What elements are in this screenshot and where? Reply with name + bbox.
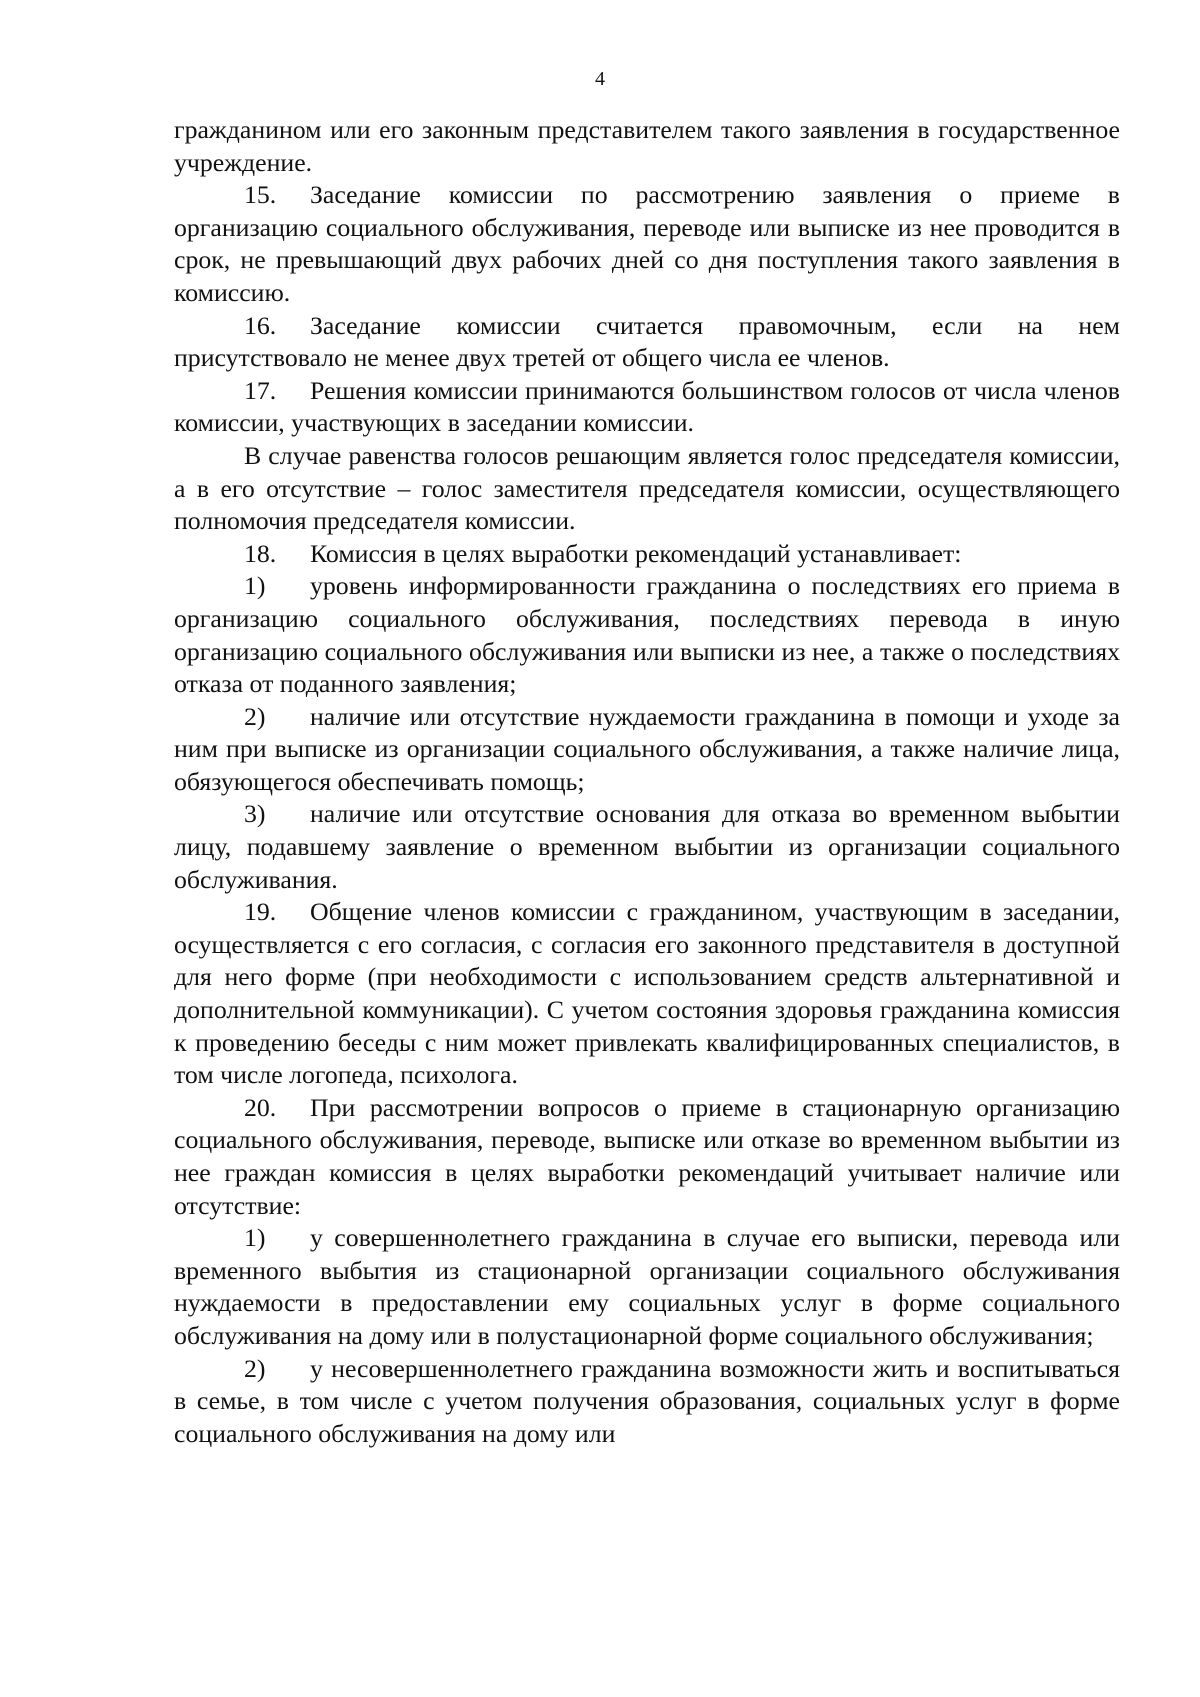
list-item-18-2: [174, 701, 1120, 799]
paragraph-text: При рассмотрении вопросов о приеме в стационарную организацию социального обслуживания, переводе, выписке или отказе во временном выбытии из нее граждан комиссия в целях выработки рекомендаций учитывает наличие или отсутствие:: [174, 1092, 1120, 1220]
list-item-20-2: [174, 1353, 1120, 1451]
paragraph-number: 15.: [244, 180, 277, 210]
paragraph-number: 16.: [244, 310, 277, 340]
paragraph-number: 19.: [244, 897, 277, 927]
paragraph-text: гражданином или его законным представителем такого заявления в государственное учреждение.: [174, 115, 1120, 177]
paragraph-19: [174, 896, 1120, 1092]
list-item-number: 3): [244, 799, 266, 829]
page-number: 4: [595, 68, 605, 90]
paragraph-15: [174, 179, 1120, 309]
paragraph-18: [174, 538, 1120, 571]
paragraph: [174, 440, 1120, 538]
paragraph-text: Решения комиссии принимаются большинством голосов от числа членов комиссии, участвующих в заседании комиссии.: [174, 375, 1120, 438]
paragraph-text: Заседание комиссии считается правомочным, если на нем присутствовало не менее двух третей от общего числа ее членов.: [174, 310, 1120, 373]
list-item-number: 1): [244, 1223, 266, 1253]
list-item-text: уровень информированности гражданина о последствиях его приема в организацию социального обслуживания, последствиях перевода в иную организацию социального обслуживания или выписки из нее, а также о последствиях отказа от поданного заявления;: [174, 571, 1120, 699]
paragraph-text: Общение членов комиссии с гражданином, участвующим в заседании, осуществляется с его согласия, с согласия его законного представителя в доступной для него форме (при необходимости с использованием средств альтернативной и дополнительной коммуникации). С учетом состояния здоровья гражданина комиссия к проведению беседы с ним может привлекать квалифицированных специалистов, в том числе логопеда, психолога.: [174, 897, 1120, 1090]
document-body: [174, 114, 1120, 1450]
paragraph-17: [174, 375, 1120, 440]
paragraph-text: Заседание комиссии по рассмотрению заявления о приеме в организацию социального обслуживания, переводе или выписке из нее проводится в срок, не превышающий двух рабочих дней со дня поступления такого заявления в комиссию.: [174, 180, 1120, 307]
list-item-number: 2): [244, 1353, 266, 1383]
list-item-text: у совершеннолетнего гражданина в случае его выписки, перевода или временного выбытия из стационарной организации социального обслуживания нуждаемости в предоставлении ему социальных услуг в форме социального обслуживания на дому или в полустационарной форме социального обслуживания;: [174, 1223, 1120, 1350]
list-item-18-1: [174, 570, 1120, 700]
list-item-number: 2): [244, 701, 266, 731]
paragraph-number: 20.: [244, 1092, 277, 1122]
list-item-text: наличие или отсутствие нуждаемости гражданина в помощи и уходе за ним при выписке из организации социального обслуживания, а также наличие лица, обязующегося обеспечивать помощь;: [174, 701, 1120, 796]
list-item-text: у несовершеннолетнего гражданина возможности жить и воспитываться в семье, в том числе с учетом получения образования, социальных услуг в форме социального обслуживания на дому или: [174, 1353, 1120, 1448]
paragraph-text: Комиссия в целях выработки рекомендаций устанавливает:: [310, 538, 962, 568]
paragraph-text: В случае равенства голосов решающим является голос председателя комиссии, а в его отсутствие – голос заместителя председателя комиссии, осуществляющего полномочия председателя комиссии.: [174, 440, 1120, 536]
list-item-number: 1): [244, 571, 266, 601]
list-item-18-3: [174, 798, 1120, 896]
list-item-text: наличие или отсутствие основания для отказа во временном выбытии лицу, подавшему заявление о временном выбытии из организации социального обслуживания.: [174, 799, 1120, 894]
paragraph-20: [174, 1092, 1120, 1222]
paragraph: [174, 114, 1120, 179]
paragraph-number: 17.: [244, 375, 277, 405]
list-item-20-1: [174, 1222, 1120, 1352]
paragraph-number: 18.: [244, 538, 277, 568]
paragraph-16: [174, 310, 1120, 375]
